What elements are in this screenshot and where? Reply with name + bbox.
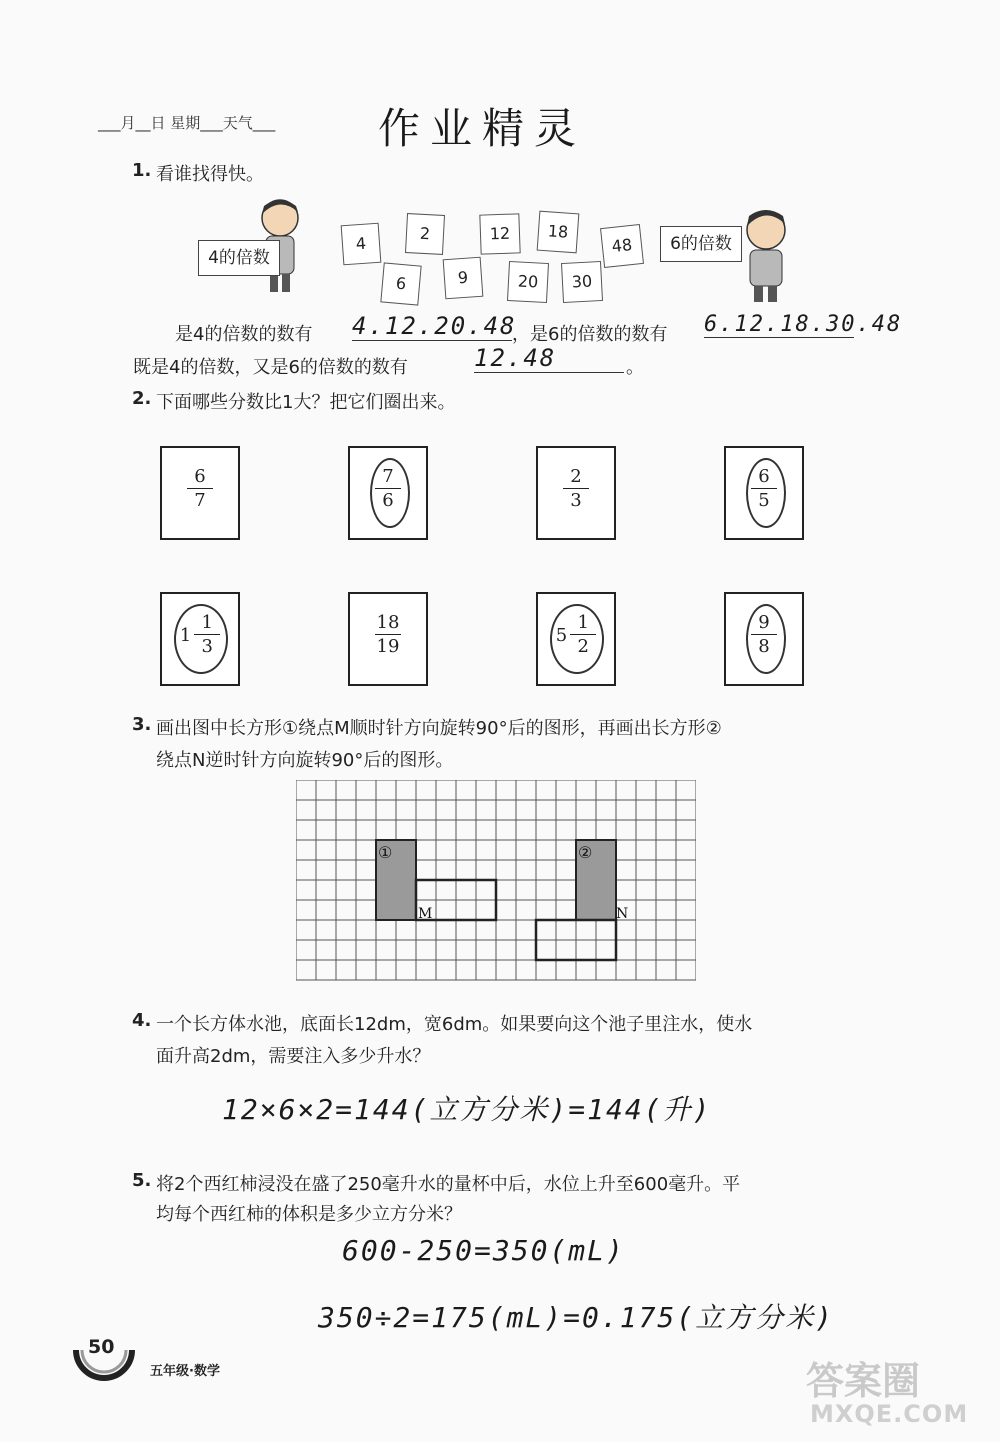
left-sign: 4的倍数	[198, 240, 280, 276]
fraction-numerator: 1	[194, 612, 220, 635]
fraction-denominator: 8	[758, 636, 770, 657]
fraction-stack	[563, 466, 589, 513]
fraction-whole: 1	[179, 625, 192, 646]
q5-line2: 均每个西红柿的体积是多少立方分米？	[156, 1204, 462, 1225]
fraction-card	[348, 592, 428, 686]
fraction-card	[160, 592, 240, 686]
q1-answer-multiples-of-6: 6.12.18.30.48	[704, 312, 903, 337]
fraction-card	[724, 592, 804, 686]
fraction-denominator: 3	[570, 490, 582, 511]
handwritten-title: 作业精灵	[378, 104, 587, 153]
fraction-value	[162, 466, 238, 513]
q1-line2-prefix: 既是4的倍数，又是6的倍数的数有	[133, 357, 408, 378]
q4-number: 4.	[132, 1010, 152, 1031]
fraction-card	[348, 446, 428, 540]
fraction-card	[536, 446, 616, 540]
number-card: 6	[380, 262, 421, 305]
q2-title: 下面哪些分数比1大？把它们圈出来。	[156, 392, 456, 413]
q5-answer-1: 600-250=350(mL)	[342, 1234, 625, 1267]
number-card: 12	[479, 213, 520, 254]
q1-line1-prefix: 是4的倍数的数有	[175, 324, 313, 345]
answer-circle	[746, 458, 786, 528]
fraction-value	[538, 466, 614, 513]
q5-answer-2: 350÷2=175(mL)=0.175(立方分米)	[318, 1301, 835, 1334]
q5-number: 5.	[132, 1170, 152, 1191]
fraction-denominator: 19	[376, 636, 400, 657]
fraction-numerator: 18	[376, 612, 400, 633]
number-card: 18	[537, 211, 580, 254]
fraction-denominator: 7	[194, 490, 206, 511]
q1-line2-end: 。	[626, 357, 644, 378]
answer-circle	[550, 604, 604, 674]
q1-line1-mid: ，是6的倍数的数有	[512, 324, 668, 345]
fraction-denominator: 6	[382, 490, 394, 511]
rectangle-1-label: ①	[378, 843, 393, 862]
q4-line2: 面升高2dm，需要注入多少升水？	[156, 1046, 431, 1067]
fraction-denominator: 3	[201, 636, 213, 657]
rotation-grid	[296, 780, 696, 982]
number-card: 20	[507, 261, 549, 303]
number-card: 48	[600, 224, 644, 268]
fraction-card	[724, 446, 804, 540]
page-number: 50	[88, 1336, 115, 1358]
q2-number: 2.	[132, 388, 152, 409]
number-card: 9	[443, 257, 484, 300]
answer-circle	[174, 604, 228, 674]
fraction-stack	[375, 612, 401, 659]
q3-number: 3.	[132, 714, 152, 735]
fraction-numerator: 7	[375, 466, 401, 489]
number-card: 30	[561, 261, 603, 303]
fraction-denominator: 2	[577, 636, 589, 657]
fraction-card	[160, 446, 240, 540]
watermark-url: MXQE.COM	[810, 1400, 969, 1428]
fraction-numerator: 6	[751, 466, 777, 489]
fraction-card	[536, 592, 616, 686]
q4-line1: 一个长方体水池，底面长12dm，宽6dm。如果要向这个池子里注水，使水	[156, 1014, 753, 1035]
q4-answer: 12×6×2=144(立方分米)=144(升)	[222, 1093, 712, 1126]
q3-line1: 画出图中长方形①绕点M顺时针方向旋转90°后的图形，再画出长方形②	[156, 718, 722, 739]
rectangle-2-label: ②	[578, 843, 593, 862]
fraction-value	[350, 612, 426, 659]
number-card: 4	[341, 223, 382, 266]
fraction-numerator: 9	[751, 612, 777, 635]
fraction-numerator: 6	[187, 466, 213, 489]
q1-number: 1.	[132, 160, 152, 181]
answer-circle	[746, 604, 786, 674]
point-n-label: N	[616, 906, 629, 922]
q1-answer-common-multiples: 12.48	[474, 344, 624, 373]
right-sign: 6的倍数	[660, 226, 742, 262]
q1-title: 看谁找得快。	[156, 164, 264, 185]
q1-answer-multiples-of-4: 4.12.20.48	[352, 312, 517, 340]
fraction-numerator: 2	[563, 466, 589, 489]
date-line: ___月__日 星期___天气___	[98, 114, 276, 132]
q3-line2: 绕点N逆时针方向旋转90°后的图形。	[156, 750, 454, 771]
q5-line1: 将2个西红柿浸没在盛了250毫升水的量杯中后，水位上升至600毫升。平	[156, 1174, 741, 1195]
watermark-logo: 答案圈	[806, 1359, 921, 1403]
fraction-denominator: 5	[758, 490, 770, 511]
fraction-numerator: 1	[570, 612, 596, 635]
fraction-stack	[187, 466, 213, 513]
grade-subject: 五年级·数学	[150, 1364, 220, 1379]
answer-circle	[370, 458, 410, 528]
fraction-whole: 5	[555, 625, 568, 646]
number-card: 2	[405, 213, 445, 255]
point-m-label: M	[418, 906, 433, 922]
